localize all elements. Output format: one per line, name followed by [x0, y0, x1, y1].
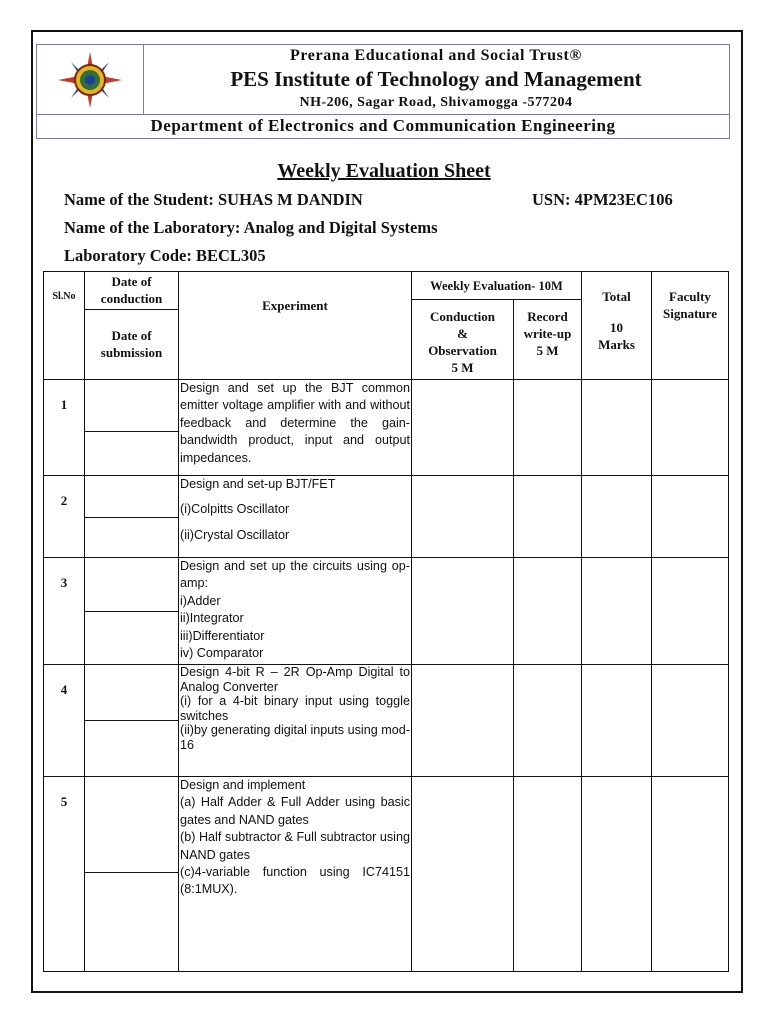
experiment-cell	[179, 665, 412, 777]
total-mark-cell[interactable]	[582, 777, 652, 972]
table-row	[44, 777, 729, 972]
record-mark-cell[interactable]	[514, 665, 582, 777]
student-name: Name of the Student: SUHAS M DANDIN	[64, 190, 363, 209]
experiment-line: (b) Half subtractor & Full subtractor using NAND gates	[180, 830, 410, 862]
record-line-1: Record	[527, 309, 568, 324]
record-mark-cell[interactable]	[514, 558, 582, 665]
conduction-mark-cell[interactable]	[412, 476, 514, 558]
total-marks-label: Marks	[598, 337, 635, 352]
table-row	[44, 476, 729, 558]
date-cell-divider	[85, 720, 178, 721]
experiment-line: (ii)Crystal Oscillator	[180, 527, 290, 542]
conduction-mark-cell[interactable]	[412, 558, 514, 665]
letterhead	[36, 44, 730, 115]
row-number: 3	[44, 558, 85, 665]
conduction-line-2: &	[457, 326, 468, 341]
total-marks-value: 10	[610, 320, 623, 335]
sheet-title: Weekly Evaluation Sheet	[277, 160, 491, 182]
faculty-signature-cell[interactable]	[652, 665, 729, 777]
conduction-header	[412, 300, 514, 380]
experiment-line: iii)Differentiator	[180, 628, 265, 643]
row-number: 2	[44, 476, 85, 558]
experiment-line: Design 4-bit R – 2R Op-Amp Digital to Analog Converter	[180, 665, 410, 694]
row-number: 5	[44, 777, 85, 972]
sl-no-header: Sl.No	[44, 272, 85, 380]
date-cell[interactable]	[85, 777, 179, 972]
experiment-line: (c)4-variable function using IC74151 (8:1MUX).	[180, 865, 410, 897]
experiment-header: Experiment	[179, 272, 412, 380]
conduction-mark-cell[interactable]	[412, 777, 514, 972]
record-mark-cell[interactable]	[514, 380, 582, 476]
experiment-line: (ii)by generating digital inputs using mod-16	[180, 723, 410, 752]
experiment-line: Design and set up the circuits using op-amp:	[180, 559, 410, 591]
experiment-line: Design and set up the BJT common emitter voltage amplifier with and without feedback and determine the gain- bandwidth product, input and output impedances.	[180, 381, 410, 465]
student-usn: USN: 4PM23EC106	[532, 190, 673, 209]
total-header	[582, 272, 652, 380]
evaluation-table	[43, 271, 729, 972]
conduction-line-1: Conduction	[429, 309, 496, 324]
date-of-conduction-header: Date of conduction	[100, 274, 163, 306]
total-mark-cell[interactable]	[582, 476, 652, 558]
total-mark-cell[interactable]	[582, 665, 652, 777]
experiment-line: (i)Colpitts Oscillator	[180, 502, 290, 517]
experiment-line: iv) Comparator	[180, 646, 264, 661]
total-mark-cell[interactable]	[582, 380, 652, 476]
table-row	[44, 665, 729, 777]
experiment-line: i)Adder	[180, 593, 221, 608]
experiment-cell	[179, 380, 412, 476]
table-row	[44, 380, 729, 476]
date-cell-divider	[85, 431, 178, 432]
experiment-line: Design and implement	[180, 778, 306, 792]
faculty-signature-cell[interactable]	[652, 558, 729, 665]
faculty-signature-cell[interactable]	[652, 380, 729, 476]
experiment-cell	[179, 558, 412, 665]
row-number: 1	[44, 380, 85, 476]
conduction-line-4: 5 M	[451, 360, 474, 375]
date-cell-divider	[85, 517, 178, 518]
trust-name: Prerana Educational and Social Trust®	[290, 47, 582, 64]
experiment-cell	[179, 777, 412, 972]
date-cell-divider	[85, 872, 178, 873]
institute-emblem-icon	[57, 51, 123, 109]
experiment-line: (a) Half Adder & Full Adder using basic gates and NAND gates	[180, 795, 410, 827]
experiment-cell	[179, 476, 412, 558]
record-line-3: 5 M	[536, 343, 559, 358]
faculty-signature-cell[interactable]	[652, 476, 729, 558]
total-mark-cell[interactable]	[582, 558, 652, 665]
institute-name: PES Institute of Technology and Management	[230, 67, 642, 91]
institute-address: NH-206, Sagar Road, Shivamogga -577204	[299, 95, 573, 110]
laboratory-code: Laboratory Code: BECL305	[64, 246, 266, 265]
conduction-line-3: Observation	[428, 343, 497, 358]
row-number: 4	[44, 665, 85, 777]
conduction-mark-cell[interactable]	[412, 380, 514, 476]
total-label: Total	[602, 289, 631, 304]
laboratory-name: Name of the Laboratory: Analog and Digital Systems	[64, 218, 438, 237]
date-header	[85, 272, 179, 380]
logo-cell	[37, 45, 144, 114]
record-line-2: write-up	[523, 326, 572, 341]
experiment-line: Design and set-up BJT/FET	[180, 477, 336, 491]
date-cell[interactable]	[85, 380, 179, 476]
record-mark-cell[interactable]	[514, 777, 582, 972]
date-of-submission-header: Date of submission	[100, 328, 163, 360]
weekly-evaluation-header: Weekly Evaluation- 10M	[412, 272, 582, 300]
date-cell[interactable]	[85, 665, 179, 777]
experiment-line: (i) for a 4-bit binary input using toggle switches	[180, 694, 410, 723]
faculty-signature-cell[interactable]	[652, 777, 729, 972]
department-name: Department of Electronics and Communication Engineering	[150, 116, 616, 135]
date-cell-divider	[85, 611, 178, 612]
date-cell[interactable]	[85, 558, 179, 665]
experiment-line: ii)Integrator	[180, 611, 244, 626]
faculty-signature-header: Faculty Signature	[652, 272, 729, 380]
record-mark-cell[interactable]	[514, 476, 582, 558]
conduction-mark-cell[interactable]	[412, 665, 514, 777]
date-cell[interactable]	[85, 476, 179, 558]
table-row	[44, 558, 729, 665]
department-row	[36, 115, 730, 139]
date-header-divider	[85, 309, 178, 310]
record-header	[514, 300, 582, 380]
